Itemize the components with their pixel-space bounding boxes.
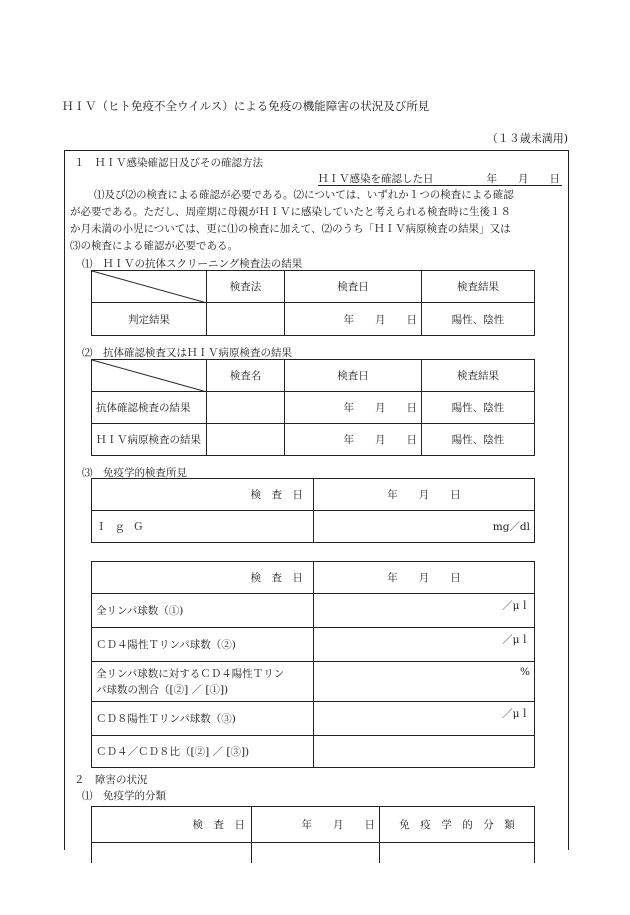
col-date: 検査日 — [285, 360, 422, 392]
date-input[interactable]: 年 月 日 — [314, 479, 535, 511]
lymph-row-label-line2: パ球数の割合（[②] ／ [①]) — [96, 683, 229, 696]
date-input[interactable]: 年 月 日 — [285, 424, 422, 456]
name-input[interactable] — [207, 424, 285, 456]
confirm-test-heading: ⑵ 抗体確認検査又はＨＩＶ病原検査の結果 — [82, 347, 292, 359]
page-title: ＨＩＶ（ヒト免疫不全ウイルス）による免疫の機能障害の状況及び所見 — [62, 99, 430, 113]
instruction-line: が必要である。ただし、周産期に母親がＨＩＶに感染していたと考えられる検査時に生後１８ — [70, 206, 511, 218]
date-input[interactable]: 年 月 日 — [285, 303, 422, 336]
immuno-class-table — [91, 806, 535, 863]
instruction-paragraph — [70, 187, 562, 255]
confirm-date-value: 年 月 日 — [486, 173, 560, 185]
lymph-row-label — [92, 662, 314, 702]
igg-label: ＩｇＧ — [92, 511, 314, 543]
age-note: （１３歳未満用) — [486, 132, 568, 145]
confirm-date-field[interactable] — [318, 171, 562, 186]
igg-input[interactable]: mg／dl — [314, 511, 535, 543]
col-date: 検査日 — [285, 271, 422, 303]
date-input[interactable]: 年 月 日 — [314, 562, 535, 594]
col-result: 検査結果 — [422, 271, 535, 303]
row-label: 判定結果 — [92, 303, 207, 336]
date-label: 検 査 日 — [92, 479, 314, 511]
name-input[interactable] — [207, 392, 285, 424]
immuno-heading: ⑶ 免疫学的検査所見 — [82, 467, 187, 479]
section1-heading: １ ＨＩＶ感染確認日及びその確認方法 — [74, 157, 263, 169]
result-input[interactable]: 陽性、陰性 — [422, 392, 535, 424]
lymph-row-input[interactable]: ／μｌ — [314, 628, 535, 662]
lymph-row-label: 全リンパ球数（①) — [92, 594, 314, 628]
lymph-row-input[interactable]: % — [314, 662, 535, 702]
date-label: 検 査 日 — [92, 807, 252, 843]
class-cell[interactable] — [252, 843, 380, 863]
result-input[interactable]: 陽性、陰性 — [422, 424, 535, 456]
instruction-line: か月未満の小児については、更に⑴の検査に加えて、⑵のうち「ＨＩＶ病原検査の結果」又は — [70, 223, 511, 235]
confirm-test-table — [91, 359, 535, 456]
confirm-date-label: ＨＩＶ感染を確認した日 — [318, 173, 434, 185]
date-input[interactable]: 年 月 日 — [285, 392, 422, 424]
result-input[interactable]: 陽性、陰性 — [422, 303, 535, 336]
col-result: 検査結果 — [422, 360, 535, 392]
diagonal-line — [92, 271, 207, 303]
lymph-row-input[interactable] — [314, 736, 535, 768]
diagonal-header-cell — [92, 360, 207, 392]
immuno-class-heading: ⑴ 免疫学的分類 — [82, 790, 166, 802]
lymph-row-label: ＣＤ８陽性Ｔリンパ球数（③) — [92, 702, 314, 736]
instruction-line: ⑴及び⑵の検査による確認が必要である。⑵については、いずれか１つの検査による確認 — [94, 189, 514, 201]
method-input[interactable] — [207, 303, 285, 336]
col-method: 検査法 — [207, 271, 285, 303]
screening-heading: ⑴ ＨＩＶの抗体スクリーニング検査法の結果 — [82, 258, 303, 270]
class-cell[interactable] — [92, 843, 252, 863]
class-cell[interactable] — [380, 843, 535, 863]
diagonal-line — [92, 360, 207, 392]
igg-table — [91, 478, 535, 543]
row-label: 抗体確認検査の結果 — [92, 392, 207, 424]
class-label: 免 疫 学 的 分 類 — [380, 807, 535, 843]
diagonal-header-cell — [92, 271, 207, 303]
instruction-line: ⑶の検査による確認が必要である。 — [70, 240, 238, 252]
lymph-row-input[interactable]: ／μｌ — [314, 702, 535, 736]
lymph-row-input[interactable]: ／μｌ — [314, 594, 535, 628]
lymph-row-label: ＣＤ４／ＣＤ８比（[②] ／ [③]) — [92, 736, 314, 768]
lymphocyte-table — [91, 561, 535, 768]
date-input[interactable]: 年 月 日 — [252, 807, 380, 843]
section2-heading: ２ 障害の状況 — [74, 774, 148, 786]
date-label: 検 査 日 — [92, 562, 314, 594]
lymph-row-label-line1: 全リンパ球数に対するＣＤ４陽性Ｔリン — [96, 667, 285, 680]
screening-table — [91, 270, 535, 336]
lymph-row-label: ＣＤ４陽性Ｔリンパ球数（②) — [92, 628, 314, 662]
col-name: 検査名 — [207, 360, 285, 392]
row-label: ＨＩＶ病原検査の結果 — [92, 424, 207, 456]
